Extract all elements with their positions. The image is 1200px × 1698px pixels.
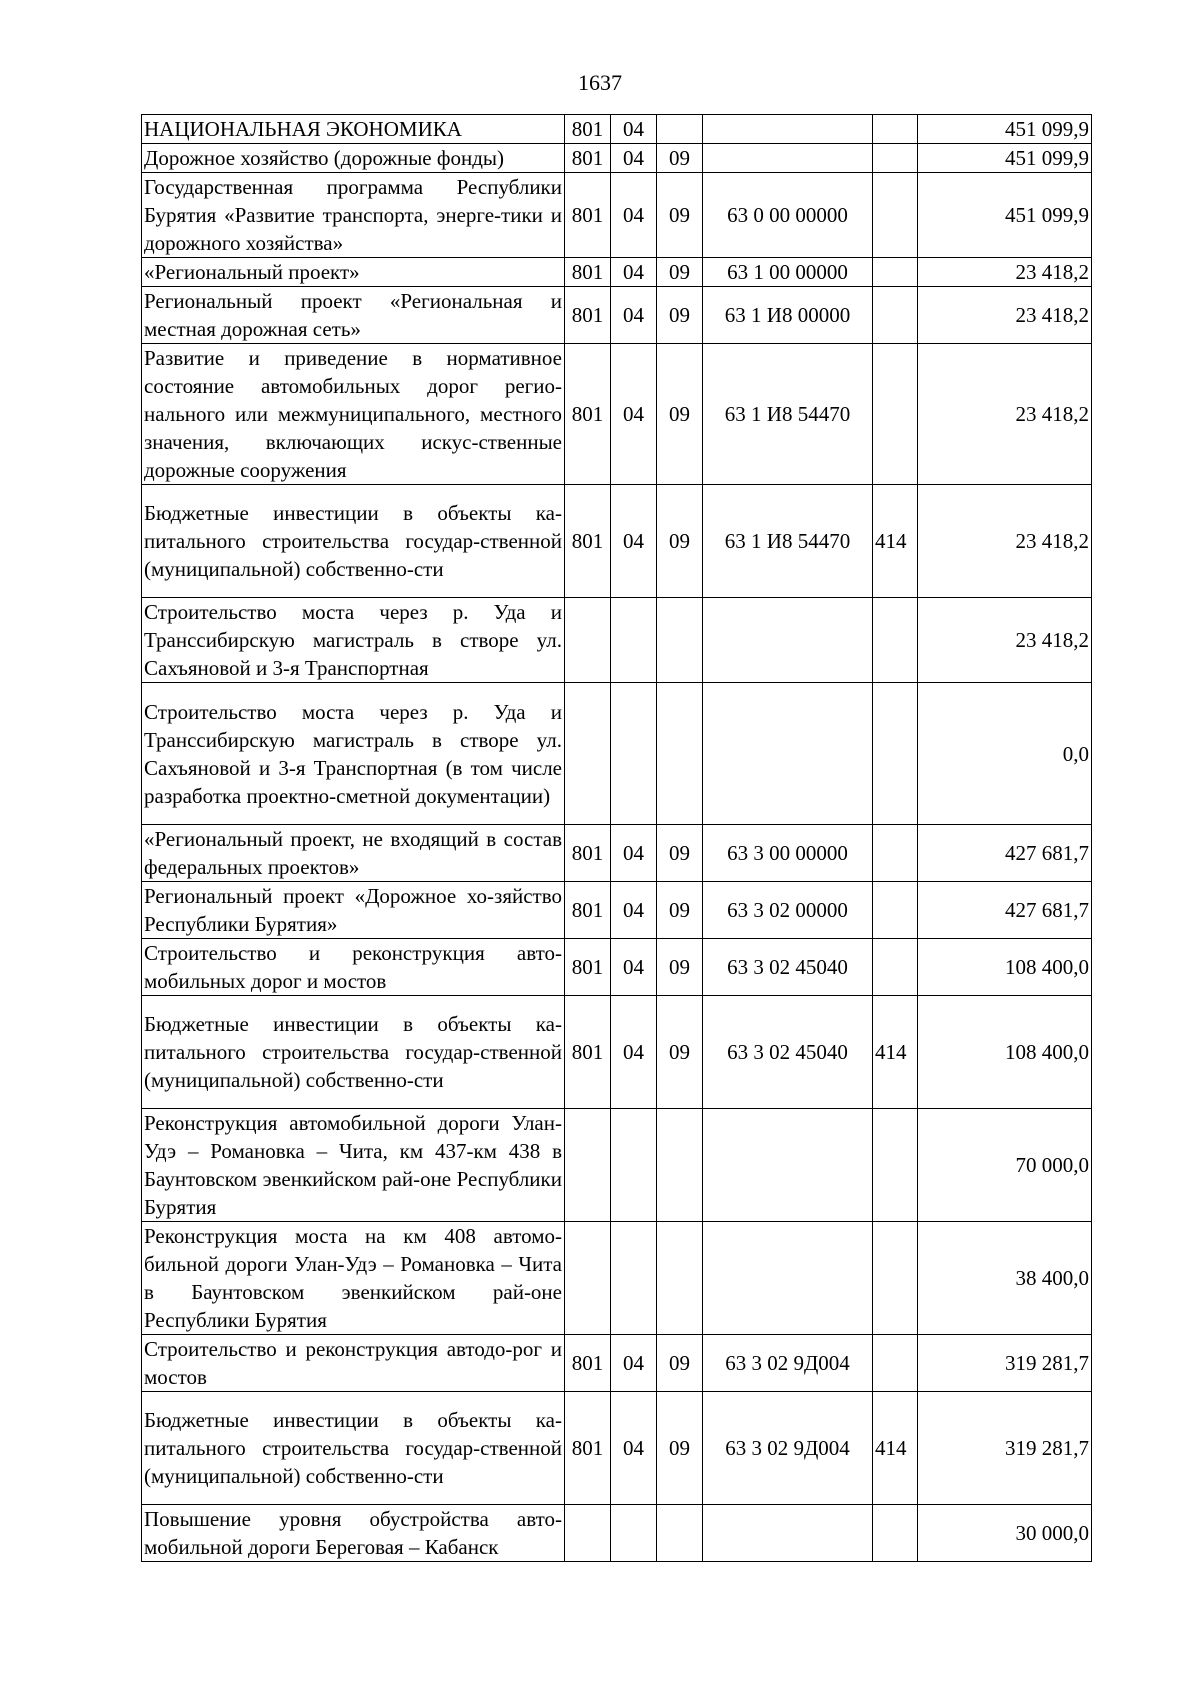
subsection-code	[657, 683, 703, 825]
row-name: Развитие и приведение в нормативное состояние автомобильных дорог регио-нального или межмуниципального, местного значения, включающих искус-ственные дорожные сооружения	[142, 344, 565, 485]
target-code	[703, 1222, 873, 1335]
amount: 319 281,7	[918, 1335, 1092, 1392]
target-code	[703, 1109, 873, 1222]
amount: 23 418,2	[918, 287, 1092, 344]
subsection-code: 09	[657, 344, 703, 485]
amount: 427 681,7	[918, 825, 1092, 882]
admin-code: 801	[565, 882, 611, 939]
admin-code	[565, 683, 611, 825]
admin-code: 801	[565, 1335, 611, 1392]
amount: 451 099,9	[918, 173, 1092, 258]
table-row	[142, 825, 1092, 882]
expense-type-code: 414	[873, 996, 918, 1109]
admin-code: 801	[565, 258, 611, 287]
row-name: Строительство моста через р. Уда и Транссибирскую магистраль в створе ул. Сахъяновой и 3-я Транспортная (в том числе разработка проектно-сметной документации)	[142, 683, 565, 825]
amount: 23 418,2	[918, 598, 1092, 683]
subsection-code	[657, 1505, 703, 1562]
target-code: 63 3 02 45040	[703, 939, 873, 996]
section-code: 04	[611, 1335, 657, 1392]
target-code	[703, 683, 873, 825]
table-row	[142, 939, 1092, 996]
amount: 38 400,0	[918, 1222, 1092, 1335]
table-row	[142, 344, 1092, 485]
budget-table	[141, 114, 1092, 1562]
subsection-code: 09	[657, 485, 703, 598]
target-code: 63 3 00 00000	[703, 825, 873, 882]
subsection-code	[657, 115, 703, 144]
admin-code: 801	[565, 996, 611, 1109]
expense-type-code: 414	[873, 1392, 918, 1505]
admin-code	[565, 1505, 611, 1562]
table-row	[142, 115, 1092, 144]
row-name: Дорожное хозяйство (дорожные фонды)	[142, 144, 565, 173]
section-code	[611, 1505, 657, 1562]
row-name: «Региональный проект»	[142, 258, 565, 287]
amount: 0,0	[918, 683, 1092, 825]
amount: 451 099,9	[918, 115, 1092, 144]
expense-type-code	[873, 825, 918, 882]
subsection-code: 09	[657, 825, 703, 882]
row-name: Строительство моста через р. Уда и Транссибирскую магистраль в створе ул. Сахъяновой и 3-я Транспортная	[142, 598, 565, 683]
amount: 23 418,2	[918, 485, 1092, 598]
table-row	[142, 1335, 1092, 1392]
expense-type-code	[873, 1222, 918, 1335]
expense-type-code	[873, 1109, 918, 1222]
target-code: 63 3 02 9Д004	[703, 1392, 873, 1505]
target-code: 63 1 И8 00000	[703, 287, 873, 344]
expense-type-code	[873, 344, 918, 485]
target-code	[703, 1505, 873, 1562]
target-code: 63 1 00 00000	[703, 258, 873, 287]
section-code	[611, 683, 657, 825]
row-name: Повышение уровня обустройства авто-мобильной дороги Береговая – Кабанск	[142, 1505, 565, 1562]
admin-code: 801	[565, 825, 611, 882]
subsection-code: 09	[657, 996, 703, 1109]
admin-code: 801	[565, 144, 611, 173]
table-row	[142, 996, 1092, 1109]
row-name: НАЦИОНАЛЬНАЯ ЭКОНОМИКА	[142, 115, 565, 144]
target-code	[703, 598, 873, 683]
subsection-code: 09	[657, 258, 703, 287]
amount: 23 418,2	[918, 344, 1092, 485]
target-code: 63 1 И8 54470	[703, 344, 873, 485]
table-row	[142, 1222, 1092, 1335]
expense-type-code	[873, 882, 918, 939]
section-code	[611, 1109, 657, 1222]
expense-type-code	[873, 683, 918, 825]
row-name: «Региональный проект, не входящий в состав федеральных проектов»	[142, 825, 565, 882]
expense-type-code	[873, 598, 918, 683]
table-row	[142, 598, 1092, 683]
expense-type-code	[873, 173, 918, 258]
amount: 451 099,9	[918, 144, 1092, 173]
amount: 23 418,2	[918, 258, 1092, 287]
target-code: 63 3 02 45040	[703, 996, 873, 1109]
section-code: 04	[611, 144, 657, 173]
admin-code: 801	[565, 287, 611, 344]
subsection-code: 09	[657, 287, 703, 344]
section-code: 04	[611, 485, 657, 598]
section-code: 04	[611, 825, 657, 882]
admin-code: 801	[565, 115, 611, 144]
row-name: Строительство и реконструкция авто-мобильных дорог и мостов	[142, 939, 565, 996]
table-row	[142, 287, 1092, 344]
admin-code: 801	[565, 344, 611, 485]
section-code	[611, 1222, 657, 1335]
table-row	[142, 683, 1092, 825]
subsection-code	[657, 598, 703, 683]
subsection-code	[657, 1222, 703, 1335]
table-row	[142, 144, 1092, 173]
row-name: Бюджетные инвестиции в объекты ка-питального строительства государ-ственной (муниципальной) собственно-сти	[142, 996, 565, 1109]
subsection-code: 09	[657, 882, 703, 939]
admin-code	[565, 598, 611, 683]
expense-type-code	[873, 1505, 918, 1562]
admin-code: 801	[565, 173, 611, 258]
target-code: 63 0 00 00000	[703, 173, 873, 258]
admin-code: 801	[565, 939, 611, 996]
row-name: Государственная программа Республики Бурятия «Развитие транспорта, энерге-тики и дорожного хозяйства»	[142, 173, 565, 258]
admin-code	[565, 1109, 611, 1222]
admin-code: 801	[565, 485, 611, 598]
table-row	[142, 173, 1092, 258]
section-code: 04	[611, 344, 657, 485]
section-code: 04	[611, 287, 657, 344]
section-code: 04	[611, 115, 657, 144]
table-row	[142, 485, 1092, 598]
page-number: 1637	[578, 70, 622, 95]
subsection-code: 09	[657, 173, 703, 258]
row-name: Бюджетные инвестиции в объекты ка-питального строительства государ-ственной (муниципальной) собственно-сти	[142, 485, 565, 598]
target-code: 63 1 И8 54470	[703, 485, 873, 598]
expense-type-code	[873, 258, 918, 287]
subsection-code: 09	[657, 1392, 703, 1505]
section-code: 04	[611, 258, 657, 287]
expense-type-code	[873, 287, 918, 344]
row-name: Строительство и реконструкция автодо-рог и мостов	[142, 1335, 565, 1392]
table-row	[142, 882, 1092, 939]
section-code	[611, 598, 657, 683]
target-code	[703, 115, 873, 144]
subsection-code: 09	[657, 939, 703, 996]
row-name: Бюджетные инвестиции в объекты ка-питального строительства государ-ственной (муниципальной) собственно-сти	[142, 1392, 565, 1505]
subsection-code	[657, 1109, 703, 1222]
target-code	[703, 144, 873, 173]
target-code: 63 3 02 9Д004	[703, 1335, 873, 1392]
amount: 30 000,0	[918, 1505, 1092, 1562]
amount: 70 000,0	[918, 1109, 1092, 1222]
amount: 108 400,0	[918, 939, 1092, 996]
row-name: Региональный проект «Региональная и местная дорожная сеть»	[142, 287, 565, 344]
subsection-code: 09	[657, 1335, 703, 1392]
section-code: 04	[611, 1392, 657, 1505]
table-row	[142, 1392, 1092, 1505]
section-code: 04	[611, 996, 657, 1109]
row-name: Реконструкция моста на км 408 автомо-бильной дороги Улан-Удэ – Романовка – Чита в Баунтовском эвенкийском рай-оне Республики Бурятия	[142, 1222, 565, 1335]
amount: 319 281,7	[918, 1392, 1092, 1505]
amount: 427 681,7	[918, 882, 1092, 939]
table-row	[142, 1505, 1092, 1562]
admin-code: 801	[565, 1392, 611, 1505]
row-name: Региональный проект «Дорожное хо-зяйство Республики Бурятия»	[142, 882, 565, 939]
table-row	[142, 258, 1092, 287]
amount: 108 400,0	[918, 996, 1092, 1109]
section-code: 04	[611, 173, 657, 258]
section-code: 04	[611, 882, 657, 939]
expense-type-code	[873, 144, 918, 173]
expense-type-code	[873, 939, 918, 996]
expense-type-code	[873, 115, 918, 144]
subsection-code: 09	[657, 144, 703, 173]
table-row	[142, 1109, 1092, 1222]
target-code: 63 3 02 00000	[703, 882, 873, 939]
expense-type-code: 414	[873, 485, 918, 598]
expense-type-code	[873, 1335, 918, 1392]
row-name: Реконструкция автомобильной дороги Улан-Удэ – Романовка – Чита, км 437-км 438 в Баунтовском эвенкийском рай-оне Республики Бурятия	[142, 1109, 565, 1222]
section-code: 04	[611, 939, 657, 996]
admin-code	[565, 1222, 611, 1335]
